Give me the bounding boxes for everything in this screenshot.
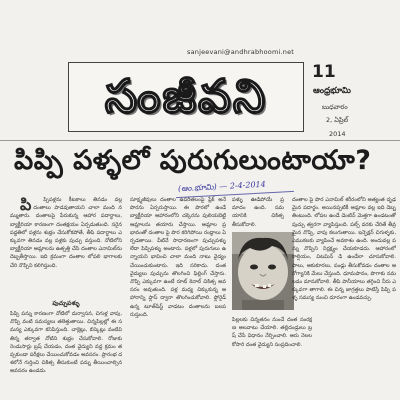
- child-with-missing-teeth-photo: [232, 232, 294, 310]
- date: 2, ఏప్రిల్: [326, 116, 349, 124]
- article-column-1-body: పిప్పి పన్ను కారణంగా నోటిలో దుర్వాసన, చిగుళ్ల వాపు, నొప్పి వంటి సమస్యలు తలెత్తుతాయి. చిన్నపిల్లల్లో ఈ సమస్య ఎక్కువగా కనిపిస్తుంది. చాక్లెట్లు, బిస్కెట్లు వంటివి తిన్న తర్వాత నోటిని శుభ్రం చేసుకోవాలి. రోజుకు రెండుసార్లు బ్రష్ చేయడం, దంత వైద్యుని వద్ద క్రమం తప్పకుండా పరీక్షలు చేయించుకోవడం అవసరం. ప్రారంభ దశలోనే గుర్తించి చికిత్స తీసుకుంటే పన్ను తీయించాల్సిన అవసరం ఉండదు.: [10, 311, 122, 375]
- article-column-4: దంతాల పై పొర ఎనామిల్ శరీరంలోని అత్యంత దృఢమైన పదార్థం. అయినప్పటికీ ఆమ్లాల వల్ల ఇది దెబ్బతింటుంది. లోపల ఉండే డెంటిన్ మెత్తగా ఉండటంతో పుచ్చు త్వరగా వ్యాపిస్తుంది. పల్ప్ వరకు చేరితే తీవ్రమైన నొప్పి, వాపు కలుగుతాయి. ఇన్ఫెక్షన్ చిగుళ్ళకు, ఎముకలకు వ్యాపించే అవకాశం ఉంది. అందువల్ల పన్ను నొప్పిని నిర్లక్ష్యం చేయకూడదు. ఆహారంలో కాల్షియం, విటమిన్ డి ఉండేలా చూసుకోవాలి. పాలు, ఆకుకూరలు, పండ్లు తీసుకోవడం దంతాల ఆరోగ్యానికి మేలు చేస్తుంది. ధూమపానం, పొగాకు నమలడం మానుకోవాలి. తీపి పానీయాలు తగ్గించి నీరు ఎక్కువగా తాగాలి. ఈ చిన్న జాగ్రత్తలు పాటిస్తే పిప్పి పళ్ళ సమస్య నుంచి దూరంగా ఉండవచ్చు.: [292, 197, 396, 302]
- paper-name: ఆంధ్రభూమి: [313, 86, 351, 96]
- weekday: బుధవారం: [322, 103, 348, 111]
- article-column-3-lower: పిల్లలకు చిన్నతనం నుంచే దంత సంరక్షణ అలవాటు చేయాలి. తల్లిదండ్రులు బ్రష్ చేసే విధానం నేర్పించాలి. ఆరు నెలలకోసారి దంత వైద్యుని సంప్రదించాలి.: [232, 317, 312, 348]
- photo-illustration: [232, 232, 294, 310]
- section-title: సంజీవని: [104, 69, 268, 123]
- intro-text: ప్పిపళ్లను కీటకాలు తినడం వల్ల దంతాలు పాడవుతాయని చాలా మంది నమ్ముతారు. దంతాలపై పేరుకున్న ఆహార పదార్థాలు, బ్యాక్టీరియా కారణంగా దంతక్షయం ఏర్పడుతుంది. సరైన పద్ధతిలో పళ్లను శుభ్రం చేసుకోకపోతే, తీపి పదార్థాలు ఎక్కువగా తినడం వల్ల పళ్లకు పుచ్చు వస్తుంది. నోటిలోని బ్యాక్టీరియా ఆమ్లాలను ఉత్పత్తి చేసి దంతాల ఎనామిల్‌ను దెబ్బతీస్తాయి. ఇది క్రమంగా దంతాల లోపలి భాగాలకు చేరి నొప్పిని కలిగిస్తుంది.: [10, 197, 122, 269]
- article-column-2: సూక్ష్మజీవులు దంతాల ఉపరితలంపై ప్లేక్ అనే పొరను ఏర్పరుస్తాయి. ఈ పొరలో ఉండే బ్యాక్టీరియా ఆహారంలోని చక్కెరను పులియబెట్టి ఆమ్లాలను తయారు చేస్తాయి. ఆమ్లాల ప్రభావంతో దంతాల పై పొర కరిగిపోయి రంధ్రాలు ఏర్పడతాయి. వీటినే సాధారణంగా పుచ్చుపళ్ళు లేదా పిప్పిపళ్ళు అంటారు. పళ్లలో పురుగులు ఉన్నాయని భావించి చాలా మంది నాటు వైద్యం చేయించుకుంటారు. ఇది సరికాదు. దంత వైద్యులు పుచ్చును తొలగించి ఫిల్లింగ్ చేస్తారు. నొప్పి ఎక్కువగా ఉంటే రూట్ కెనాల్ చికిత్స అవసరం అవుతుంది. పళ్ల మధ్య చిక్కుకున్న ఆహారాన్ని ఫ్లాస్ ద్వారా తొలగించుకోవాలి. ఫ్లోరైడ్ ఉన్న టూత్‌పేస్ట్ వాడటం దంతాలను బలపరుస్తుంది.: [130, 197, 226, 318]
- article-column-3-top: పళ్ళు ఊడిపోయే ప్రమాదం ఉంది. సమయానికి చికిత్స తీసుకోవాలి.: [232, 197, 284, 228]
- article-headline: పిప్పి పళ్ళలో పురుగులుంటాయా?: [14, 145, 372, 176]
- drop-cap: పి: [20, 196, 32, 214]
- page-number: 11: [312, 62, 336, 82]
- year: 2014: [329, 130, 346, 138]
- divider: [0, 140, 400, 141]
- handwritten-annotation: (ఆం.భూమి) — 2-4-2014: [177, 179, 266, 194]
- email-address: sanjeevani@andhrabhoomi.net: [187, 48, 295, 56]
- article-subhead: పుచ్చుపళ్ళు: [52, 300, 80, 307]
- article-column-1-intro: [10, 196, 122, 294]
